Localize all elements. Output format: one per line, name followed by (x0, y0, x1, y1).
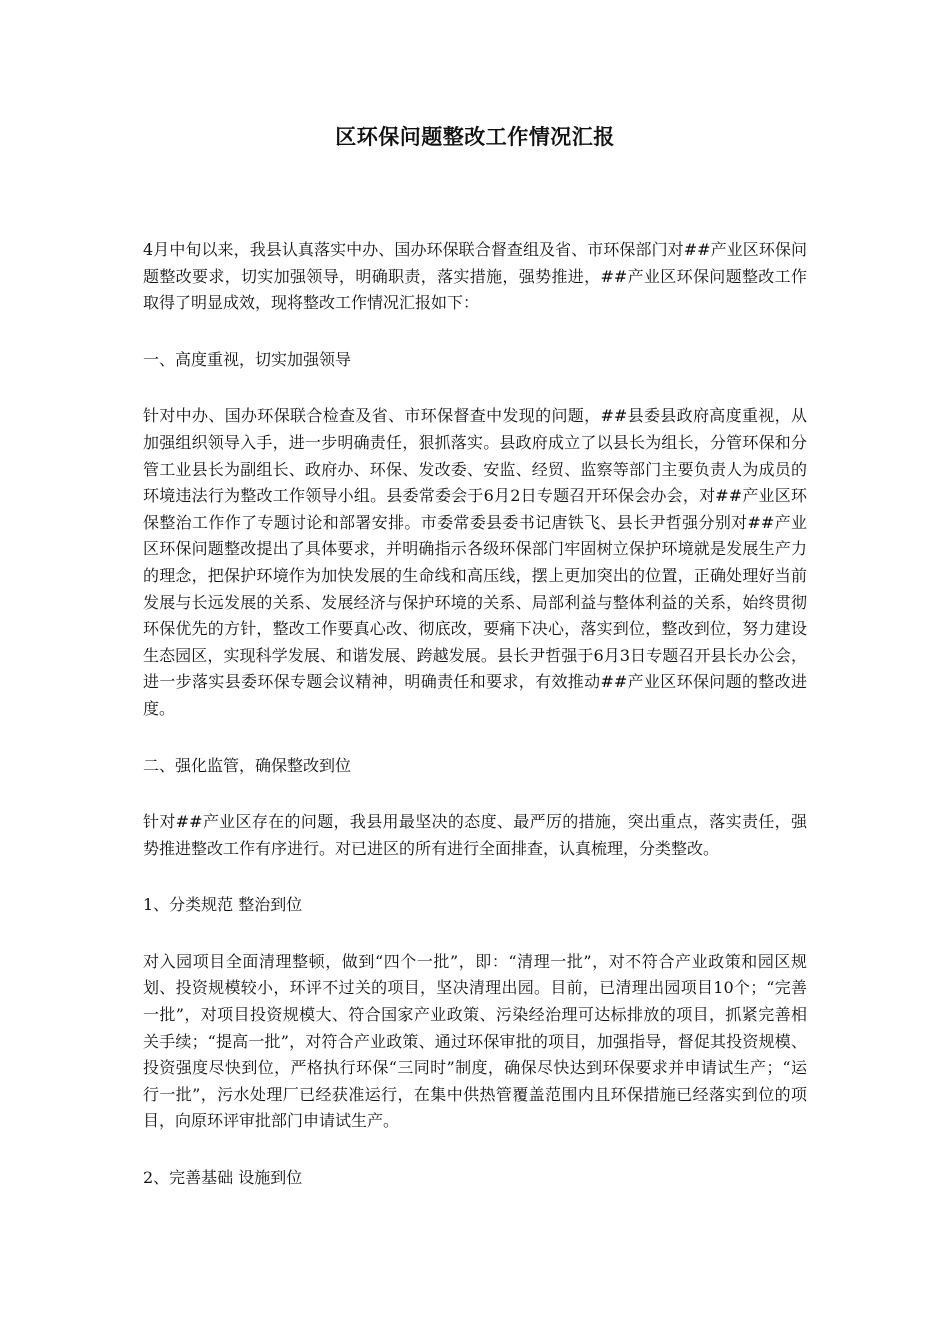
section-2-paragraph: 针对##产业区存在的问题，我县用最坚决的态度、最严厉的措施，突出重点，落实责任，强势推进整改工作有序进行。对已进区的所有进行全面排查，认真梳理，分类整改。 (143, 812, 807, 858)
section-1-paragraph: 针对中办、国办环保联合检查及省、市环保督查中发现的问题，##县委县政府高度重视，从加强组织领导入手，进一步明确责任，狠抓落实。县政府成立了以县长为组长，分管环保和分管工业县长为副组长、政府办、环保、发改委、安监、经贸、监察等部门主要负责人为成员的环境违法行为整改工作领导小组。县委常委会于6月2日专题召开环保会办会，对##产业区环保整治工作作了专题讨论和部署安排。市委常委县委书记唐铁飞、县长尹哲强分别对##产业区环保问题整改提出了具体要求，并明确指示各级环保部门牢固树立保护环境就是发展生产力的理念，把保护环境作为加快发展的生命线和高压线，摆上更加突出的位置，正确处理好当前发展与长远发展的关系、发展经济与保护环境的关系、局部利益与整体利益的关系，始终贯彻环保优先的方针，整改工作要真心改、彻底改，要痛下决心，落实到位，整改到位，努力建设生态园区，实现科学发展、和谐发展、跨越发展。县长尹哲强于6月3日专题召开县长办公会，进一步落实县委环保专题会议精神，明确责任和要求，有效推动##产业区环保问题的整改进度。 (143, 406, 807, 718)
intro-paragraph: 4月中旬以来，我县认真落实中办、国办环保联合督查组及省、市环保部门对##产业区环保问题整改要求，切实加强领导，明确职责，落实措施，强势推进，##产业区环保问题整改工作取得了明显成效，现将整改工作情况汇报如下： (143, 240, 807, 313)
section-heading-1: 一、高度重视，切实加强领导 (143, 349, 352, 369)
subsection-heading-1: 1、分类规范 整治到位 (143, 895, 303, 915)
document-title: 区环保问题整改工作情况汇报 (335, 124, 615, 149)
subsection-1-paragraph: 对入园项目全面清理整顿，做到“四个一批”，即：“清理一批”，对不符合产业政策和园区规划、投资规模较小，环评不过关的项目，坚决清理出园。目前，已清理出园项目10个；“完善一批”，对项目投资规模大、符合国家产业政策、污染经治理可达标排放的项目，抓紧完善相关手续；“提高一批”，对符合产业政策、通过环保审批的项目，加强指导，督促其投资规模、投资强度尽快到位，严格执行环保“三同时”制度，确保尽快达到环保要求并申请试生产；“运行一批”，污水处理厂已经获准运行，在集中供热管覆盖范围内且环保措施已经落实到位的项目，向原环评审批部门申请试生产。 (143, 951, 807, 1131)
document-body (143, 237, 807, 1192)
subsection-heading-2: 2、完善基础 设施到位 (143, 1168, 303, 1188)
section-heading-2: 二、强化监管，确保整改到位 (143, 755, 352, 775)
